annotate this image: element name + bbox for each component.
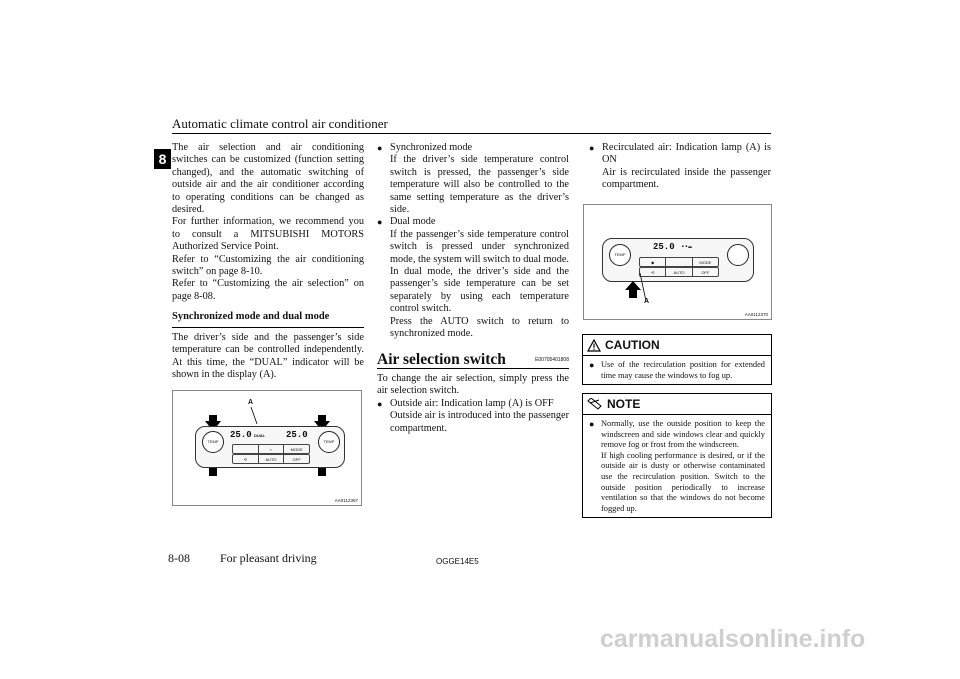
page-number: 8-08 — [168, 551, 190, 565]
paragraph: To change the air selection, simply press the air selection switch. — [377, 372, 569, 397]
paragraph: Refer to “Customizing the air selection” on page 8-08. — [172, 278, 364, 302]
note-text: If high cooling performance is desired, or if the outside air is dusty or otherwise contaminated use the recirculation position. Switch to the outside position periodically to increase ventilation so that the windows do not become fogged up. — [601, 450, 765, 513]
pencil-icon — [587, 398, 603, 410]
bullet-title: Synchronized mode — [390, 142, 473, 153]
note-box — [582, 393, 772, 518]
watermark: carmanualsonline.info — [600, 625, 866, 653]
off-button[interactable]: OFF — [701, 269, 710, 275]
bullet-text: If the driver’s side temperature control switch is pressed, the passenger’s side temperature will also be controlled to the same setting temperature as the driver’s side. — [390, 154, 569, 216]
button[interactable] — [233, 445, 259, 453]
bullet-title: Dual mode — [390, 216, 436, 228]
temp-label: TEMP — [323, 439, 335, 444]
bullet-icon: ● — [589, 143, 595, 153]
dual-indicator: DUAL — [254, 433, 266, 438]
display-left-temp: 25.0 — [230, 430, 252, 440]
heading-code: E00705401808 — [535, 356, 569, 363]
bullet-icon: ● — [377, 143, 383, 153]
paragraph: The air selection and air conditioning switches can be customized (function setting changed), and the automatic switching of outside air and the air conditioner according to operating conditions can be changed as desired. — [172, 142, 364, 216]
driver-temp-knob[interactable] — [202, 431, 224, 453]
display-right-temp: 25.0 — [286, 430, 308, 440]
air-selection-button[interactable]: ⟲ — [640, 268, 666, 276]
bullet-title: Outside air: Indication lamp (A) is OFF — [390, 397, 554, 409]
chapter-tab: 8 — [154, 149, 171, 169]
note-body — [583, 415, 771, 517]
caution-text: Use of the recirculation position for extended time may cause the windows to fog up. — [601, 360, 765, 380]
bullet-text: Air is recirculated inside the passenger compartment. — [602, 166, 771, 191]
column-2 — [377, 142, 569, 435]
bullet-item — [589, 142, 771, 167]
label-a: A — [644, 298, 650, 305]
header-rule — [172, 133, 771, 134]
auto-button[interactable]: AUTO — [259, 455, 285, 463]
paragraph: The driver’s side and the passenger’s side temperature can be controlled independently. At this time, the “DUAL” indicator will be shown in the display (A). — [172, 331, 364, 380]
bullet-item — [589, 360, 765, 381]
footer-code: OGGE14E5 — [436, 557, 479, 566]
button[interactable]: ▪ — [259, 445, 285, 453]
bullet-text: If the passenger’s side temperature control switch is pressed under synchronized mode, the system will switch to dual mode. In dual mode, the driver’s side and the passenger’s side temperature can be set separately by using each temperature control switch. — [390, 228, 569, 315]
note-title: NOTE — [607, 397, 641, 411]
figure-code: AA0112367 — [334, 498, 358, 503]
upper-button-row — [232, 444, 310, 454]
fan-indicator: ▪▪▬ — [681, 243, 692, 250]
bullet-text: Press the AUTO switch to return to synchronized mode. — [390, 315, 569, 340]
footer-title: For pleasant driving — [220, 551, 317, 565]
bullet-icon: ● — [589, 360, 595, 370]
off-button[interactable]: OFF — [292, 456, 301, 462]
column-1 — [172, 142, 364, 381]
mode-button[interactable]: MODE — [290, 446, 303, 452]
paragraph: For further information, we recommend you to consult a MITSUBISHI MOTORS Authorized Service Point. — [172, 216, 364, 253]
caution-header — [583, 335, 771, 356]
heading-rule — [377, 368, 569, 369]
paragraph: Refer to “Customizing the air conditioning switch” on page 8-10. — [172, 253, 364, 278]
bullet-icon: ● — [377, 217, 383, 228]
figure-code: AA0112370 — [744, 312, 768, 317]
bullet-text: Outside air is introduced into the passenger compartment. — [390, 410, 569, 434]
caution-box — [582, 334, 772, 385]
passenger-temp-knob[interactable] — [318, 431, 340, 453]
caution-title: CAUTION — [605, 338, 660, 352]
label-a: A — [248, 399, 254, 406]
bullet-icon: ● — [589, 419, 595, 429]
figure-recirculation — [583, 204, 772, 320]
auto-button[interactable]: AUTO — [666, 268, 692, 276]
bullet-item — [377, 398, 569, 410]
note-header — [583, 394, 771, 415]
display-temp: 25.0 — [653, 242, 675, 252]
column-3 — [589, 142, 771, 192]
temp-label: TEMP — [207, 439, 219, 444]
caution-body — [583, 356, 771, 384]
running-header: Automatic climate control air conditioner — [172, 116, 388, 131]
lower-button-row — [232, 454, 310, 464]
bullet-title: Recirculated air: Indication lamp (A) is ON — [602, 142, 771, 166]
pointer-arrow — [584, 205, 771, 319]
section-heading — [377, 350, 569, 368]
warning-icon — [587, 339, 601, 352]
air-selection-button[interactable]: ⟲ — [233, 455, 259, 463]
button[interactable]: ◆ — [640, 258, 666, 266]
bullet-icon: ● — [377, 398, 383, 409]
mode-button[interactable]: MODE — [699, 259, 712, 265]
temp-label: TEMP — [614, 252, 626, 257]
bullet-item — [589, 419, 765, 451]
note-text: Normally, use the outside position to keep the windscreen and side windows clear and quickly remove fog or frost from the windscreen. — [601, 419, 765, 450]
bullet-item — [377, 216, 569, 228]
heading-text: Air selection switch — [377, 350, 506, 368]
figure-dual-display — [172, 390, 362, 506]
control-panel — [195, 426, 345, 468]
section-title: Synchronized mode and dual mode — [172, 311, 364, 327]
bullet-item — [377, 142, 569, 154]
